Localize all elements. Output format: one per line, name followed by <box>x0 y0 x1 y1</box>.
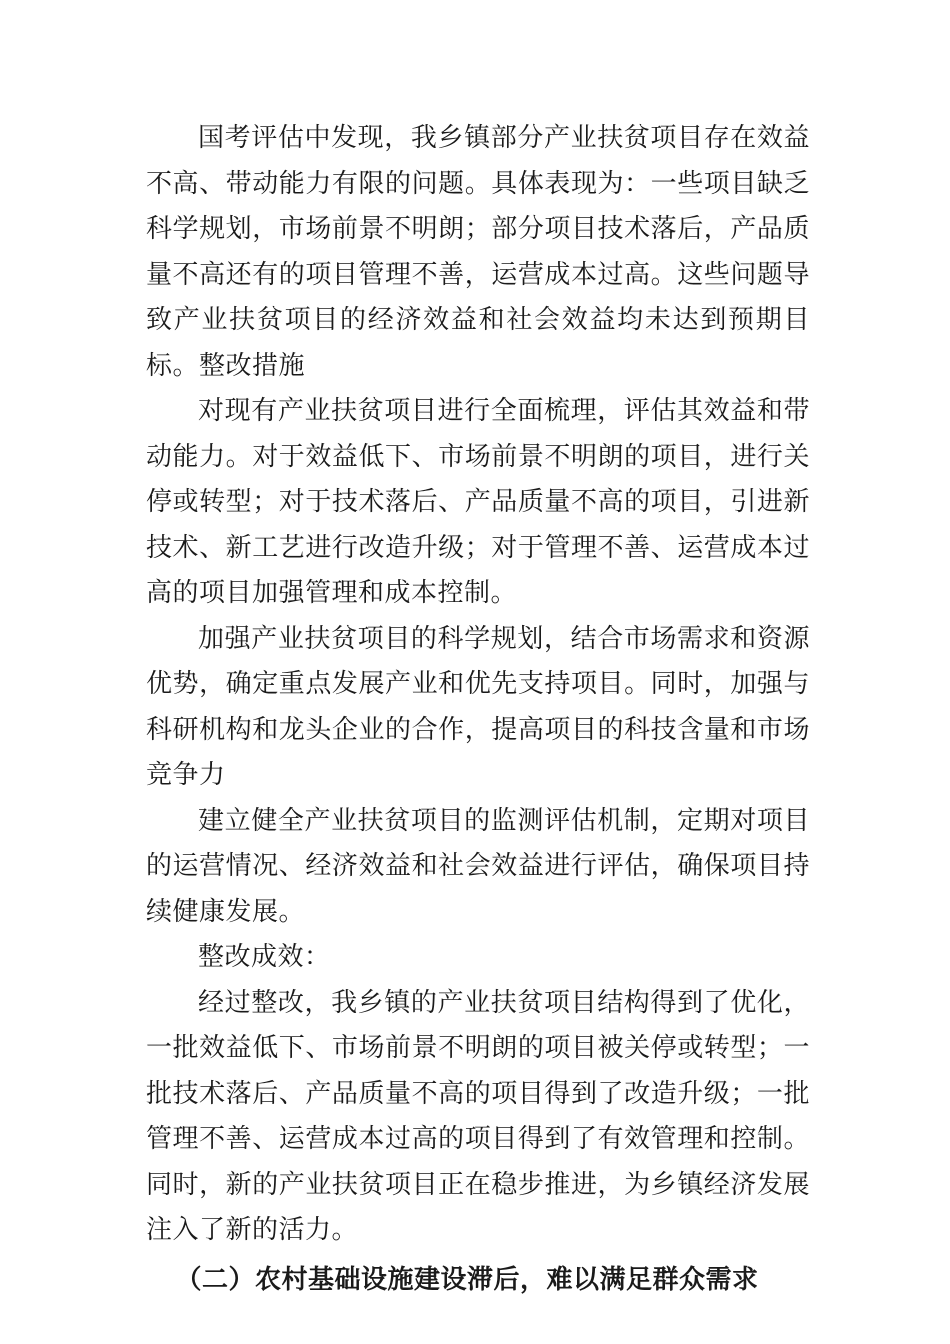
paragraph-rectification-results-label: 整改成效： <box>198 942 331 972</box>
paragraph-scientific-planning: 加强产业扶贫项目的科学规划，结合市场需求和资源优势，确定重点发展产业和优先支持项目。同时，加强与科研机构和龙头企业的合作，提高项目的科技含量和市场竞争力 <box>146 623 810 790</box>
paragraph-assessment-findings: 国考评估中发现，我乡镇部分产业扶贫项目存在效益不高、带动能力有限的问题。具体表现为：一些项目缺乏科学规划，市场前景不明朗；部分项目技术落后，产品质量不高还有的项目管理不善，运营成本过高。这些问题导致产业扶贫项目的经济效益和社会效益均未达到预期目标。整改措施 <box>146 123 810 381</box>
paragraph-project-review: 对现有产业扶贫项目进行全面梳理，评估其效益和带动能力。对于效益低下、市场前景不明朗的项目，进行关停或转型；对于技术落后、产品质量不高的项目，引进新技术、新工艺进行改造升级；对于管理不善、运营成本过高的项目加强管理和成本控制。 <box>146 396 810 608</box>
section-heading: （二）农村基础设施建设滞后，难以满足群众需求 <box>175 1264 759 1295</box>
document-body <box>146 116 810 1303</box>
paragraph-rectification-results: 经过整改，我乡镇的产业扶贫项目结构得到了优化，一批效益低下、市场前景不明朗的项目被关停或转型；一批技术落后、产品质量不高的项目得到了改造升级；一批管理不善、运营成本过高的项目得到了有效管理和控制。同时，新的产业扶贫项目正在稳步推进，为乡镇经济发展注入了新的活力。 <box>146 987 810 1245</box>
paragraph-monitoring-mechanism: 建立健全产业扶贫项目的监测评估机制，定期对项目的运营情况、经济效益和社会效益进行评估，确保项目持续健康发展。 <box>146 805 810 927</box>
